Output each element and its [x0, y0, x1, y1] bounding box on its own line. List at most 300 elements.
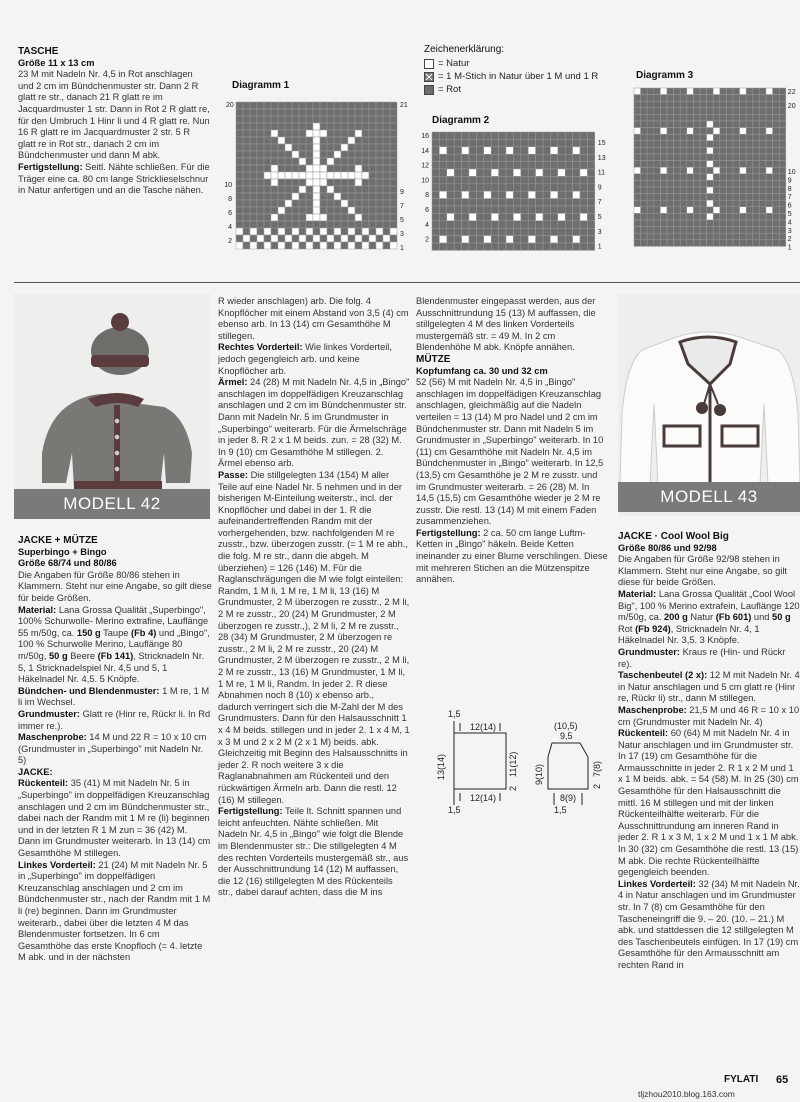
grid-cell	[573, 184, 580, 191]
grid-cell	[447, 199, 454, 206]
grid-cell	[733, 108, 740, 115]
grid-cell	[647, 141, 654, 148]
grid-cell	[469, 191, 476, 198]
grid-cell	[278, 172, 285, 179]
grid-cell	[376, 200, 383, 207]
grid-cell	[390, 179, 397, 186]
grid-cell	[674, 194, 681, 201]
grid-cell	[573, 191, 580, 198]
grid-cell	[292, 235, 299, 242]
grid-cell	[687, 141, 694, 148]
grid-cell	[713, 88, 720, 95]
grid-cell	[700, 161, 707, 168]
grid-cell	[499, 221, 506, 228]
grid-cell	[528, 236, 535, 243]
grid-cell	[306, 228, 313, 235]
grid-cell	[454, 236, 461, 243]
grid-cell	[376, 123, 383, 130]
grid-cell	[713, 121, 720, 128]
grid-cell	[654, 108, 661, 115]
grid-cell	[484, 184, 491, 191]
row-number: 4	[787, 219, 792, 227]
row-number: 1	[597, 243, 602, 251]
grid-cell	[369, 137, 376, 144]
grid-cell	[720, 194, 727, 201]
grid-cell	[243, 151, 250, 158]
grid-cell	[278, 151, 285, 158]
grid-cell	[773, 141, 780, 148]
grid-cell	[687, 187, 694, 194]
grid-cell	[264, 130, 271, 137]
grid-cell	[341, 193, 348, 200]
grid-cell	[376, 193, 383, 200]
grid-cell	[257, 193, 264, 200]
grid-cell	[285, 137, 292, 144]
grid-cell	[257, 221, 264, 228]
grid-cell	[264, 214, 271, 221]
grid-cell	[746, 194, 753, 201]
schnitt-a-top: 1,5	[448, 709, 461, 719]
grid-cell	[447, 191, 454, 198]
grid-cell	[362, 221, 369, 228]
grid-cell	[334, 214, 341, 221]
grid-cell	[543, 199, 550, 206]
grid-cell	[369, 228, 376, 235]
row-number: 21	[400, 102, 408, 109]
grid-cell	[491, 199, 498, 206]
grid-cell	[299, 179, 306, 186]
grid-cell	[740, 108, 747, 115]
grid-cell	[654, 88, 661, 95]
grid-cell	[587, 162, 594, 169]
grid-cell	[341, 123, 348, 130]
grid-cell	[484, 243, 491, 250]
grid-cell	[707, 200, 714, 207]
grid-cell	[634, 227, 641, 234]
grid-cell	[447, 154, 454, 161]
cardigan-illustration	[618, 294, 800, 484]
grid-cell	[491, 243, 498, 250]
grid-cell	[634, 128, 641, 135]
grid-cell	[299, 165, 306, 172]
grid-cell	[250, 158, 257, 165]
grid-cell	[587, 132, 594, 139]
grid-cell	[491, 191, 498, 198]
grid-cell	[660, 194, 667, 201]
grid-cell	[713, 101, 720, 108]
grid-cell	[469, 139, 476, 146]
grid-cell	[462, 132, 469, 139]
grid-cell	[700, 88, 707, 95]
grid-cell	[580, 147, 587, 154]
grid-cell	[439, 228, 446, 235]
jacket-button-band	[114, 405, 120, 489]
grid-cell	[580, 221, 587, 228]
grid-cell	[634, 220, 641, 227]
grid-cell	[707, 213, 714, 220]
grid-cell	[667, 227, 674, 234]
grid-cell	[713, 161, 720, 168]
grid-cell	[271, 109, 278, 116]
grid-cell	[693, 167, 700, 174]
grid-cell	[759, 134, 766, 141]
grid-cell	[641, 207, 648, 214]
grid-cell	[439, 199, 446, 206]
grid-cell	[680, 121, 687, 128]
grid-cell	[476, 132, 483, 139]
grid-cell	[513, 169, 520, 176]
grid-cell	[369, 158, 376, 165]
grid-cell	[573, 176, 580, 183]
modell42-intro: Die Angaben für Größe 80/86 stehen in Klammern. Steht nur eine Angabe, so gilt diese für beide Größen.	[18, 569, 212, 603]
grid-cell	[641, 174, 648, 181]
grid-cell	[491, 169, 498, 176]
grid-cell	[236, 151, 243, 158]
grid-cell	[257, 116, 264, 123]
grid-cell	[285, 228, 292, 235]
grid-cell	[320, 158, 327, 165]
schnitt-a-bot: 1,5	[448, 805, 461, 815]
grid-cell	[528, 191, 535, 198]
modell43-size: Größe 80/86 und 92/98	[618, 542, 717, 553]
grid-cell	[447, 147, 454, 154]
grid-cell	[641, 95, 648, 102]
grid-cell	[654, 95, 661, 102]
grid-cell	[759, 108, 766, 115]
grid-cell	[641, 200, 648, 207]
grid-cell	[536, 199, 543, 206]
grid-cell	[707, 220, 714, 227]
grid-cell	[641, 128, 648, 135]
m43-material-label: Material:	[618, 588, 657, 599]
m43-material-bold: (Fb 924)	[635, 623, 671, 634]
grid-cell	[550, 228, 557, 235]
grid-cell	[536, 154, 543, 161]
grid-cell	[528, 132, 535, 139]
grid-cell	[257, 144, 264, 151]
grid-cell	[766, 101, 773, 108]
section-divider	[14, 282, 800, 283]
button-icon	[115, 419, 120, 424]
grid-cell	[292, 228, 299, 235]
grid-cell	[250, 102, 257, 109]
grid-cell	[264, 123, 271, 130]
grid-cell	[746, 101, 753, 108]
grid-cell	[306, 207, 313, 214]
grid-cell	[499, 154, 506, 161]
grid-cell	[654, 207, 661, 214]
grid-cell	[299, 221, 306, 228]
grid-cell	[753, 240, 760, 247]
grid-cell	[348, 102, 355, 109]
grid-cell	[680, 180, 687, 187]
grid-cell	[680, 240, 687, 247]
m43-material-bold: 200 g	[664, 612, 688, 623]
grid-cell	[674, 128, 681, 135]
grid-cell	[687, 88, 694, 95]
grid-cell	[376, 109, 383, 116]
grid-cell	[536, 184, 543, 191]
grid-cell	[390, 102, 397, 109]
grid-cell	[528, 228, 535, 235]
grid-cell	[285, 158, 292, 165]
grid-cell	[341, 116, 348, 123]
grid-cell	[641, 194, 648, 201]
grid-cell	[236, 221, 243, 228]
grid-cell	[454, 199, 461, 206]
grid-cell	[236, 165, 243, 172]
grid-cell	[264, 151, 271, 158]
grid-cell	[499, 169, 506, 176]
grid-cell	[680, 114, 687, 121]
grid-cell	[667, 147, 674, 154]
grid-cell	[327, 123, 334, 130]
grid-cell	[292, 151, 299, 158]
modell42-size: Größe 68/74 und 80/86	[18, 558, 117, 569]
modell43-intro: Die Angaben für Größe 92/98 stehen in Klammern. Steht nur eine Angabe, so gilt diese für beide Größen.	[618, 554, 787, 588]
grid-cell	[327, 165, 334, 172]
grid-cell	[580, 236, 587, 243]
grid-cell	[341, 200, 348, 207]
grid-cell	[462, 206, 469, 213]
grid-cell	[740, 180, 747, 187]
grid-cell	[773, 147, 780, 154]
grid-cell	[779, 187, 786, 194]
jacket-hem	[74, 481, 162, 489]
grid-cell	[726, 154, 733, 161]
grid-cell	[320, 207, 327, 214]
grid-cell	[687, 220, 694, 227]
buend-label: Bündchen- und Blendenmuster:	[18, 685, 160, 696]
grid-cell	[759, 240, 766, 247]
grid-cell	[341, 137, 348, 144]
grid-cell	[647, 114, 654, 121]
grid-cell	[660, 167, 667, 174]
grid-cell	[674, 233, 681, 240]
grid-cell	[654, 180, 661, 187]
grid-cell	[693, 207, 700, 214]
grid-cell	[362, 228, 369, 235]
grid-cell	[439, 147, 446, 154]
grid-cell	[773, 194, 780, 201]
grid-cell	[257, 186, 264, 193]
grid-cell	[271, 179, 278, 186]
grid-cell	[700, 240, 707, 247]
grid-cell	[447, 176, 454, 183]
grid-cell	[313, 158, 320, 165]
grid-cell	[528, 139, 535, 146]
jacket-hat-illustration	[14, 293, 210, 489]
grid-cell	[320, 102, 327, 109]
grid-cell	[476, 176, 483, 183]
grid-cell	[313, 109, 320, 116]
grid-cell	[680, 233, 687, 240]
m43-grund-label: Grundmuster:	[618, 646, 680, 657]
diagram1-chart	[224, 94, 410, 252]
grid-cell	[773, 240, 780, 247]
grid-cell	[376, 235, 383, 242]
grid-cell	[243, 116, 250, 123]
grid-cell	[236, 193, 243, 200]
grid-cell	[476, 184, 483, 191]
grid-cell	[746, 233, 753, 240]
grid-cell	[462, 221, 469, 228]
grid-cell	[243, 186, 250, 193]
grid-cell	[292, 123, 299, 130]
schnitt-diagrams	[420, 705, 610, 815]
grund-text: Glatt re (Hinr re, Rückr li. In Rd immer re.).	[18, 708, 211, 731]
grid-cell	[513, 206, 520, 213]
page-number: 65	[776, 1074, 789, 1086]
grid-cell	[306, 179, 313, 186]
modell42-title: JACKE + MÜTZE	[18, 535, 98, 546]
grid-cell	[667, 213, 674, 220]
grid-cell	[536, 213, 543, 220]
grid-cell	[634, 213, 641, 220]
grid-cell	[634, 200, 641, 207]
grid-cell	[733, 161, 740, 168]
grid-cell	[362, 172, 369, 179]
grid-cell	[454, 184, 461, 191]
grid-cell	[383, 221, 390, 228]
grid-cell	[766, 95, 773, 102]
grid-cell	[383, 200, 390, 207]
m43-ruecken-text: 60 (64) M mit Nadeln Nr. 4 in Natur anschlagen und im Grundmuster str. In 17 (19) cm Gesamthöhe für die Armausschnitte in jeder 2. R 1 x 2 M und 1 x 1 M beids. abk. = 54 (58) M. In 25 (30) cm Gesamthöhe für den Halsausschnitt die mittl. 16 M stillegen und mit der linken Rückenteilhälfte weiterarb. Für die Ausschnittrundung am inneren Rand in jeder 2. R 1 x 3 M, 1 x 2 M und 1 x 1 M abk. In 30 (32) cm Gesamthöhe die restl. 13 (15) M abk. Die rechte Rückenteilhälfte gegengleich beenden.	[618, 728, 799, 878]
grid-cell	[257, 207, 264, 214]
grid-cell	[432, 184, 439, 191]
grid-cell	[341, 179, 348, 186]
schnitt-b-bot: 8(9)	[560, 793, 577, 803]
grid-cell	[680, 95, 687, 102]
grid-cell	[491, 184, 498, 191]
grid-cell	[759, 213, 766, 220]
grid-cell	[543, 176, 550, 183]
grid-cell	[491, 228, 498, 235]
grid-cell	[543, 184, 550, 191]
grid-cell	[306, 144, 313, 151]
grid-cell	[383, 151, 390, 158]
grid-cell	[476, 154, 483, 161]
grid-cell	[376, 228, 383, 235]
grid-cell	[726, 134, 733, 141]
grid-cell	[454, 191, 461, 198]
row-number: 6	[228, 210, 232, 217]
grid-cell	[341, 151, 348, 158]
modell43-photo	[618, 294, 800, 516]
grid-cell	[278, 200, 285, 207]
grid-cell	[680, 147, 687, 154]
grid-cell	[484, 191, 491, 198]
grid-cell	[550, 243, 557, 250]
grid-cell	[693, 180, 700, 187]
grid-cell	[454, 132, 461, 139]
grid-cell	[753, 167, 760, 174]
grid-cell	[654, 240, 661, 247]
grid-cell	[759, 207, 766, 214]
grid-cell	[320, 186, 327, 193]
grid-cell	[573, 199, 580, 206]
grid-cell	[469, 184, 476, 191]
grid-cell	[439, 154, 446, 161]
grid-cell	[634, 174, 641, 181]
grid-cell	[766, 141, 773, 148]
grid-cell	[720, 220, 727, 227]
grid-cell	[469, 228, 476, 235]
grid-cell	[746, 108, 753, 115]
grid-cell	[484, 213, 491, 220]
grid-cell	[264, 116, 271, 123]
grid-cell	[733, 141, 740, 148]
grid-cell	[740, 187, 747, 194]
grid-cell	[355, 179, 362, 186]
grid-cell	[521, 199, 528, 206]
grid-cell	[580, 228, 587, 235]
grid-cell	[513, 191, 520, 198]
grid-cell	[447, 243, 454, 250]
grid-cell	[469, 169, 476, 176]
grid-cell	[654, 147, 661, 154]
grid-cell	[499, 176, 506, 183]
grid-cell	[753, 220, 760, 227]
grid-cell	[462, 184, 469, 191]
grid-cell	[476, 221, 483, 228]
grid-cell	[292, 109, 299, 116]
grid-cell	[680, 128, 687, 135]
grid-cell	[674, 167, 681, 174]
grid-cell	[580, 176, 587, 183]
grid-cell	[243, 130, 250, 137]
grid-cell	[667, 207, 674, 214]
grid-cell	[341, 130, 348, 137]
grid-cell	[674, 180, 681, 187]
grid-cell	[362, 130, 369, 137]
grid-cell	[654, 134, 661, 141]
row-number: 20	[226, 102, 234, 109]
grid-cell	[383, 116, 390, 123]
grid-cell	[383, 137, 390, 144]
grid-cell	[432, 199, 439, 206]
grid-cell	[355, 186, 362, 193]
grid-cell	[660, 121, 667, 128]
grid-cell	[355, 109, 362, 116]
grid-cell	[369, 109, 376, 116]
grid-cell	[271, 172, 278, 179]
grid-cell	[654, 213, 661, 220]
grid-cell	[484, 206, 491, 213]
grid-cell	[660, 101, 667, 108]
grid-cell	[285, 200, 292, 207]
grid-cell	[733, 240, 740, 247]
grid-cell	[439, 213, 446, 220]
grid-cell	[383, 102, 390, 109]
grid-cell	[680, 207, 687, 214]
grid-cell	[264, 242, 271, 249]
grid-cell	[390, 116, 397, 123]
grid-cell	[720, 227, 727, 234]
grid-cell	[292, 172, 299, 179]
grid-cell	[746, 207, 753, 214]
grid-cell	[773, 233, 780, 240]
grid-cell	[369, 165, 376, 172]
grid-cell	[306, 151, 313, 158]
grid-cell	[543, 169, 550, 176]
grid-cell	[369, 102, 376, 109]
grid-cell	[383, 186, 390, 193]
grid-cell	[779, 161, 786, 168]
grid-cell	[528, 206, 535, 213]
grid-cell	[580, 243, 587, 250]
grid-cell	[720, 200, 727, 207]
